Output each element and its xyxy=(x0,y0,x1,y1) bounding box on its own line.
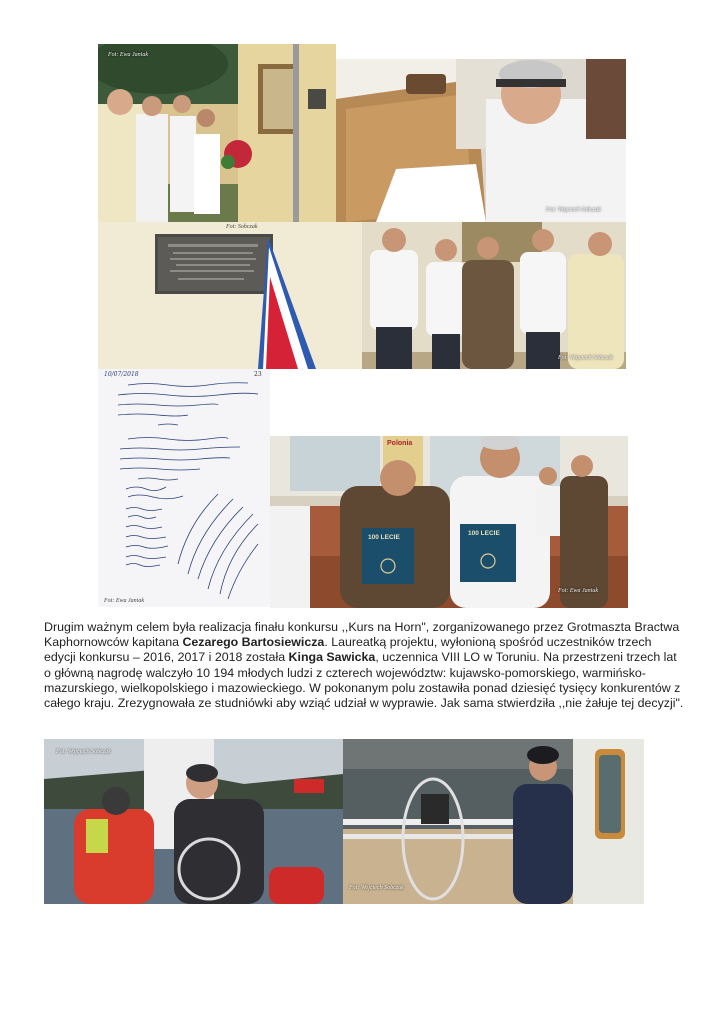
captain-name: Cezarego Bartosiewicza xyxy=(182,635,325,650)
photo-memorial-plaque xyxy=(98,222,362,369)
photo-guest-book-page xyxy=(98,369,270,607)
book-title-right: 100 LECIE xyxy=(468,530,500,537)
guest-book-page-number: 23 xyxy=(254,371,262,378)
photo-girl-on-deck xyxy=(343,739,644,904)
winner-name: Kinga Sawicka xyxy=(288,650,376,665)
photo-credit: Fot: Ewa Janiak xyxy=(104,598,144,604)
photo-credit: Fot: Wojciech Sobczak xyxy=(546,207,601,213)
photo-group-friars xyxy=(362,222,626,369)
paragraph-text-2: . Laureatką projektu, wyłonioną spośród uczestników trzech edycji konkursu – 2016, 2017 i 2018 została xyxy=(44,635,652,665)
photo-book-presentation xyxy=(270,436,628,608)
photo-church-wreath xyxy=(98,44,336,222)
photo-credit: Fot: Sobczak xyxy=(226,224,258,230)
book-title-left: 100 LECIE xyxy=(368,534,400,541)
photo-credit: Fot: Wojciech Sobczak xyxy=(558,355,613,361)
photo-sailors-helm xyxy=(44,739,343,904)
paragraph-text-1: Drugim ważnym celem była realizacja finału konkursu ,,Kurs na Horn", zorganizowanego przez Grotmaszta Bractwa Kaphornowców kapitana xyxy=(44,620,680,650)
sign-brand-text: Polonia xyxy=(387,440,413,447)
photo-credit: Fot: Wojciech Sobczak xyxy=(56,749,111,755)
guest-book-date: 10/07/2018 xyxy=(104,371,139,378)
photo-signing-book xyxy=(336,59,626,222)
paragraph-text-3: , uczennica VIII LO w Toruniu. Na przestrzeni trzech lat o główną nagrodę walczyło 10 194 młodych ludzi z czterech województw: kujawsko-pomorskiego, warmińsko-mazurskiego, wielkopolskiego i mazowieckiego. W pokonanym polu zostawiła ponad dziesięć tysięcy konkurentów z całego kraju. Zrezygnowała ze studniówki aby wziąć udział w wyprawie. Jak sama stwierdziła ,,nie żałuje tej decyzji". xyxy=(44,650,684,711)
photo-credit: Fot: Ewa Janiak xyxy=(558,588,598,594)
photo-credit: Fot: Ewa Janiak xyxy=(108,52,148,58)
body-paragraph xyxy=(44,620,684,711)
photo-credit: Fot: Wojciech Sobczak xyxy=(349,885,404,891)
